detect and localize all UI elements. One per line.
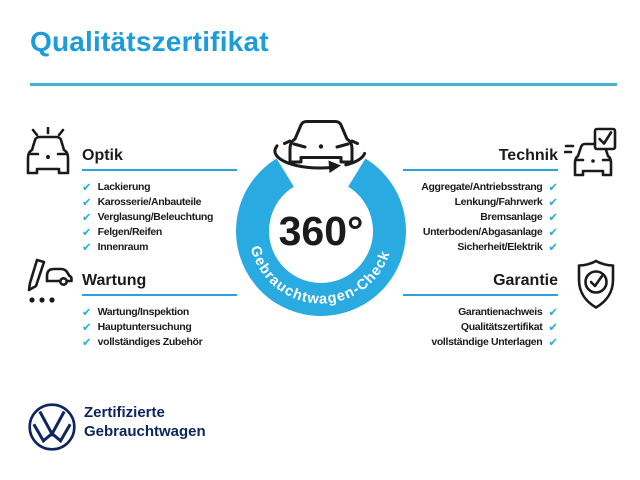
check-item bbox=[82, 239, 237, 254]
check-icon: ✔ bbox=[548, 321, 558, 334]
check-icon: ✔ bbox=[548, 211, 558, 224]
check-item bbox=[403, 319, 558, 334]
section-title: Garantie bbox=[493, 272, 558, 289]
check-item-label: Felgen/Reifen bbox=[97, 225, 162, 238]
check-item-label: Aggregate/Antriebsstrang bbox=[421, 180, 543, 193]
check-item bbox=[82, 319, 237, 334]
checklist bbox=[82, 179, 237, 254]
check-icon: ✔ bbox=[82, 196, 92, 209]
check-item bbox=[82, 224, 237, 239]
check-icon: ✔ bbox=[82, 321, 92, 334]
check-item-label: Qualitätszertifikat bbox=[460, 320, 543, 333]
check-item-label: Lenkung/Fahrwerk bbox=[454, 195, 543, 208]
shield-check-icon bbox=[574, 258, 618, 315]
check-item bbox=[403, 224, 558, 239]
check-item-label: Karosserie/Anbauteile bbox=[97, 195, 202, 208]
section-optik bbox=[82, 146, 237, 254]
section-title: Technik bbox=[498, 147, 558, 164]
check-item bbox=[403, 239, 558, 254]
check-item-label: vollständiges Zubehör bbox=[97, 335, 203, 348]
check-icon: ✔ bbox=[548, 226, 558, 239]
check-item-label: Wartung/Inspektion bbox=[97, 305, 189, 318]
check-item bbox=[403, 194, 558, 209]
section-title: Optik bbox=[82, 147, 123, 164]
check-item-label: Lackierung bbox=[97, 180, 151, 193]
check-item bbox=[82, 209, 237, 224]
check-item-label: Sicherheit/Elektrik bbox=[457, 240, 543, 253]
vw-logo-icon bbox=[27, 402, 77, 457]
check-icon: ✔ bbox=[82, 241, 92, 254]
section-underline bbox=[82, 169, 237, 171]
ring-label: Gebrauchtwagen-Check bbox=[246, 243, 394, 308]
car-rotation-icon bbox=[275, 122, 365, 174]
section-underline bbox=[82, 294, 237, 296]
degree-label: 360° bbox=[278, 208, 364, 254]
check-item bbox=[403, 334, 558, 349]
section-garantie bbox=[403, 271, 558, 349]
check-icon: ✔ bbox=[82, 181, 92, 194]
check-icon: ✔ bbox=[82, 306, 92, 319]
header-divider bbox=[30, 83, 617, 86]
section-title: Wartung bbox=[82, 272, 147, 289]
section-technik bbox=[403, 146, 558, 254]
check-item-label: Garantienachweis bbox=[458, 305, 543, 318]
brand-line-2: Gebrauchtwagen bbox=[84, 423, 206, 440]
checklist bbox=[82, 304, 237, 349]
section-underline bbox=[403, 294, 558, 296]
car-checkbox-icon bbox=[564, 127, 618, 182]
check-icon: ✔ bbox=[82, 211, 92, 224]
check-item bbox=[82, 179, 237, 194]
check-item-label: Unterboden/Abgasanlage bbox=[422, 225, 543, 238]
check-item bbox=[82, 304, 237, 319]
section-underline bbox=[403, 169, 558, 171]
check-item-label: Innenraum bbox=[97, 240, 149, 253]
car-front-shine-icon bbox=[22, 127, 74, 182]
check-icon: ✔ bbox=[548, 306, 558, 319]
check-item bbox=[82, 194, 237, 209]
check-icon: ✔ bbox=[548, 196, 558, 209]
check-icon: ✔ bbox=[82, 226, 92, 239]
page-title: Qualitätszertifikat bbox=[30, 26, 269, 57]
check-item-label: vollständige Unterlagen bbox=[431, 335, 543, 348]
section-wartung bbox=[82, 271, 237, 349]
check-item bbox=[403, 304, 558, 319]
360-check-badge bbox=[220, 116, 422, 331]
check-item-label: Hauptuntersuchung bbox=[97, 320, 192, 333]
checklist bbox=[403, 179, 558, 254]
checklist bbox=[403, 304, 558, 349]
check-item bbox=[403, 209, 558, 224]
brand-wordmark bbox=[84, 403, 206, 441]
check-item bbox=[82, 334, 237, 349]
check-icon: ✔ bbox=[548, 181, 558, 194]
brand-line-1: Zertifizierte bbox=[84, 404, 165, 421]
check-icon: ✔ bbox=[548, 241, 558, 254]
pen-car-dots-icon bbox=[22, 256, 74, 311]
check-icon: ✔ bbox=[82, 336, 92, 349]
check-item-label: Verglasung/Beleuchtung bbox=[97, 210, 214, 223]
check-icon: ✔ bbox=[548, 336, 558, 349]
check-item bbox=[403, 179, 558, 194]
check-item-label: Bremsanlage bbox=[480, 210, 543, 223]
